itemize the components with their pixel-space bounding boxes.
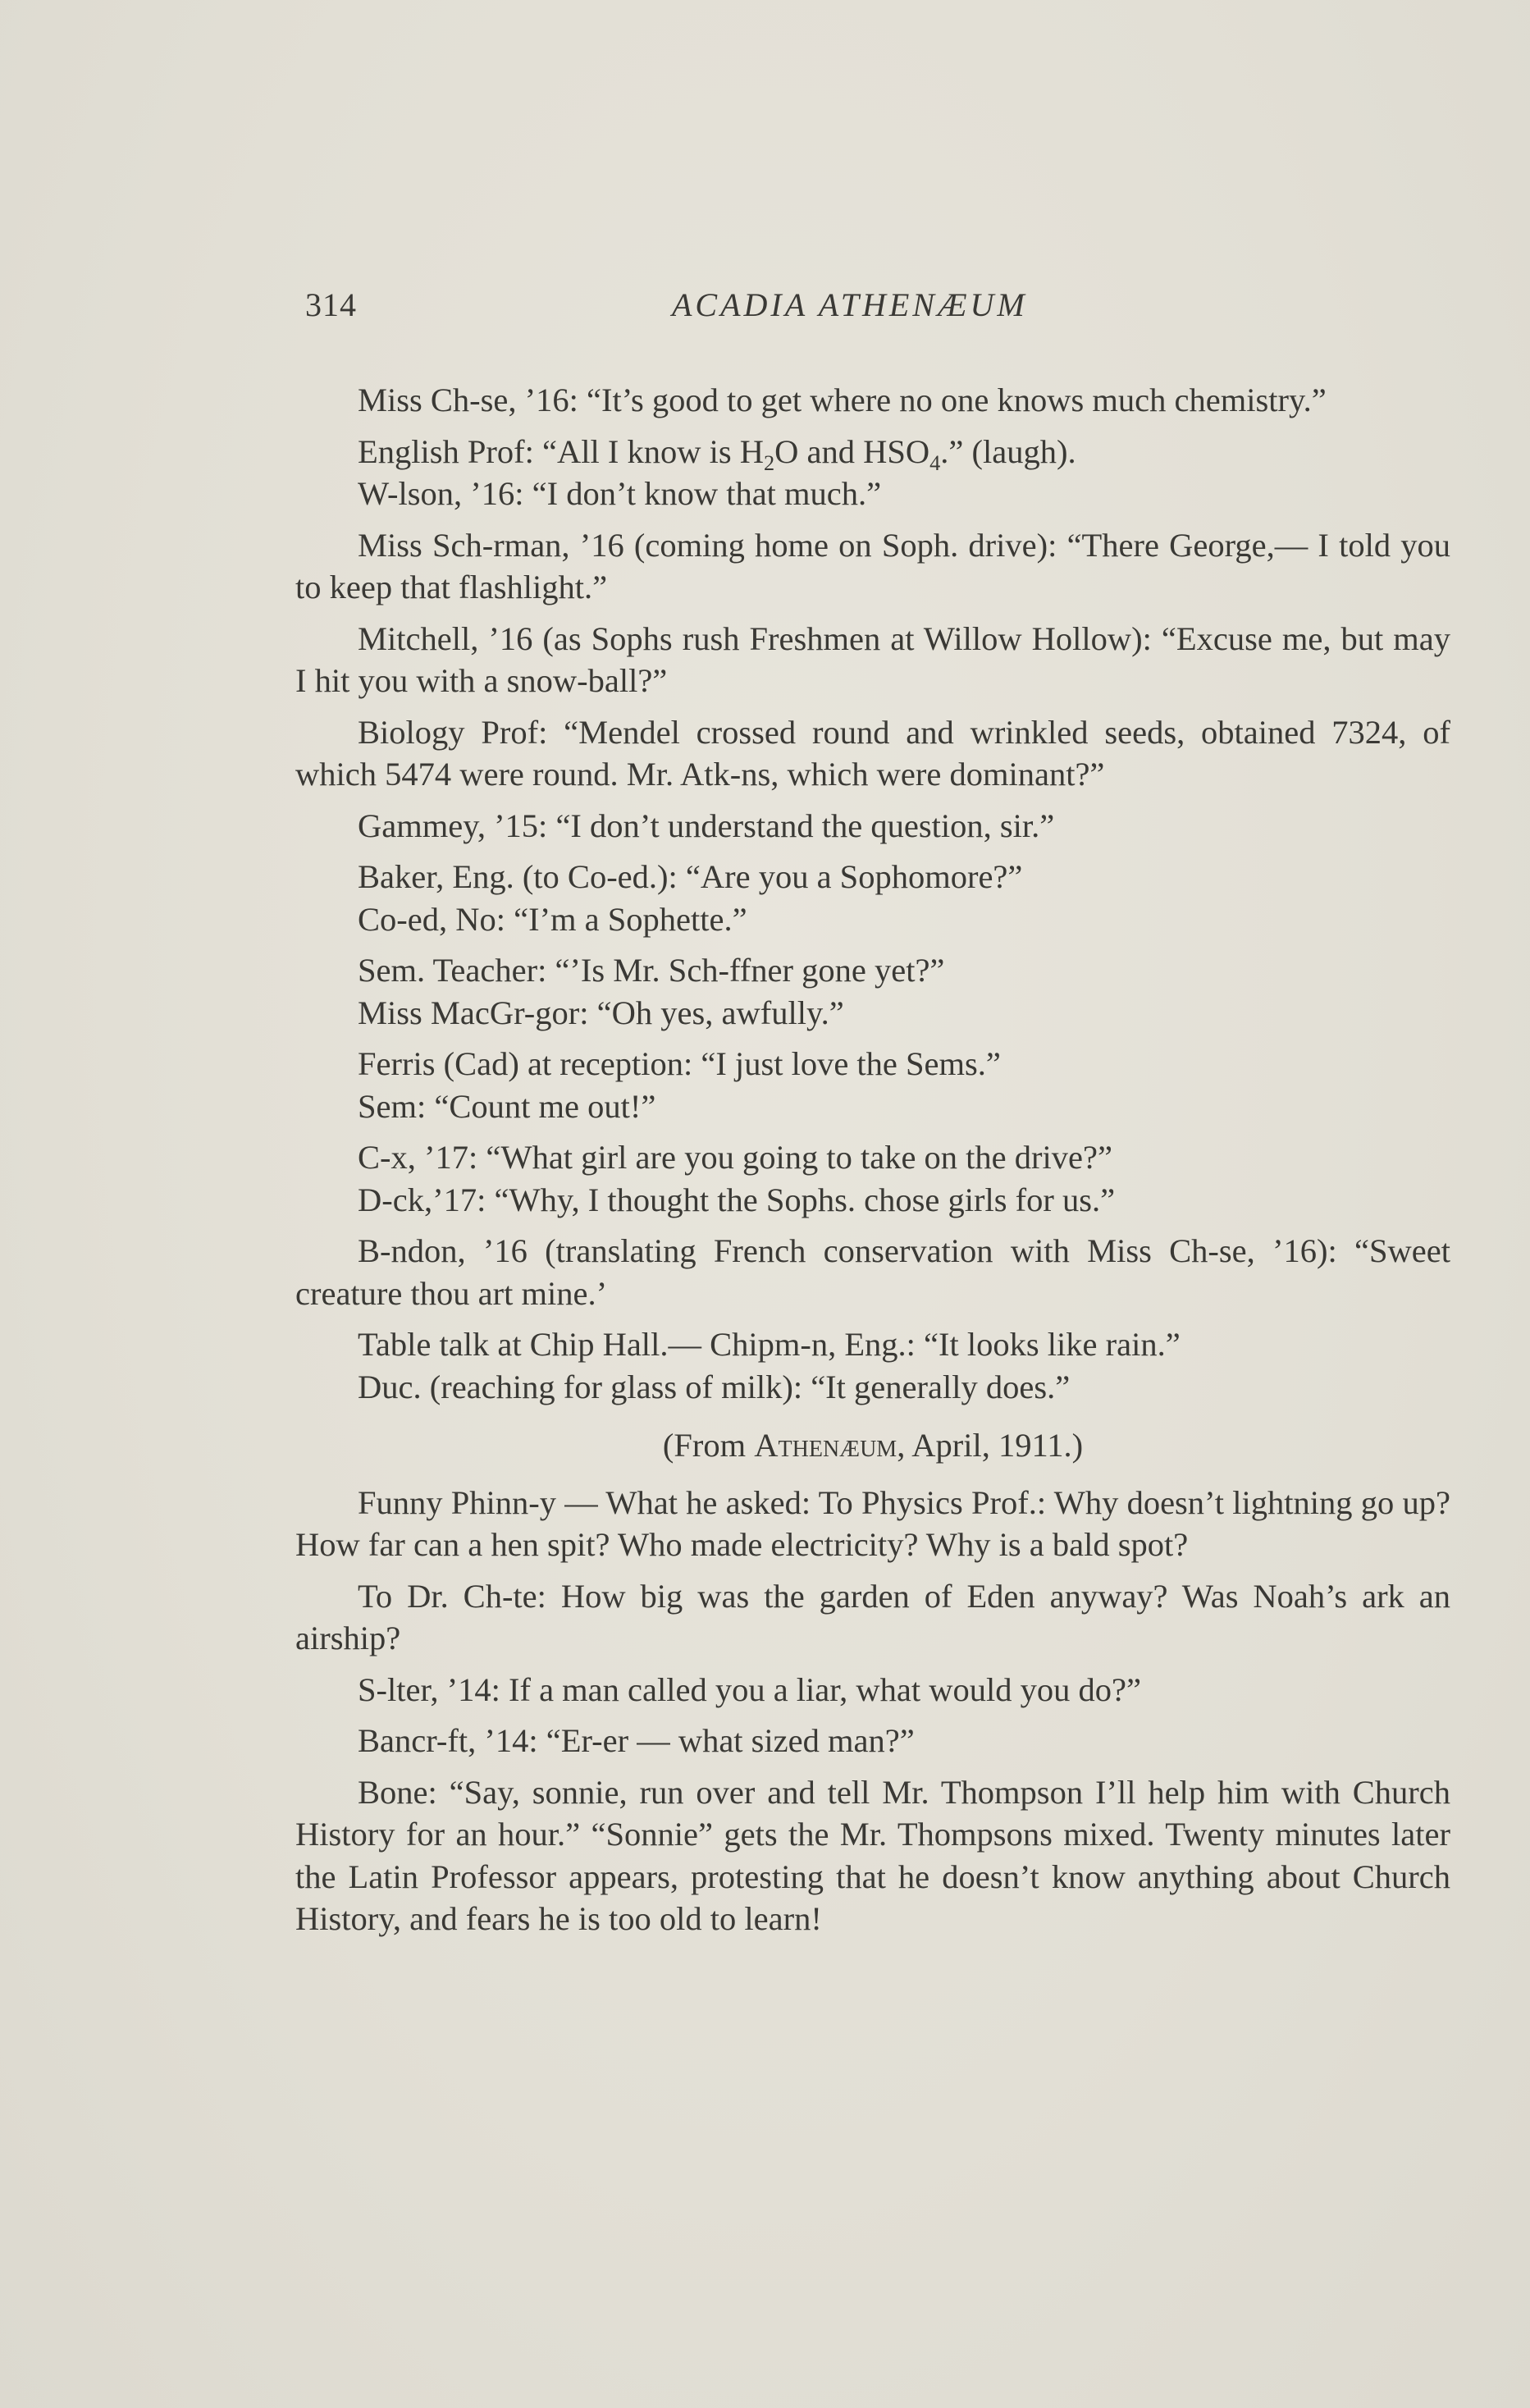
quote-paragraph: S-lter, ’14: If a man called you a liar, what would you do?” <box>358 1670 1141 1708</box>
quote-paragraph: D-ck,’17: “Why, I thought the Sophs. chose girls for us.” <box>358 1181 1116 1218</box>
quote-paragraph: Gammey, ’15: “I don’t understand the question, sir.” <box>358 806 1055 844</box>
quote-paragraph: B-ndon, ’16 (translating French conservation with Miss Ch-se, ’16): “Sweet creature thou art mine.’ <box>295 1232 1450 1312</box>
source-note: (From Athenæum, April, 1911.) <box>662 1427 1084 1464</box>
quote-paragraph: English Prof: “All I know is $H_2O$ and $HSO_4$.” (laugh). <box>358 432 1076 475</box>
quote-paragraph: Funny Phinn-y — What he asked: To Physics Prof.: Why doesn’t lightning go up? How far can a hen spit? Who made electricity? Why is a bald spot? <box>295 1483 1450 1563</box>
quote-paragraph: Sem: “Count me out!” <box>358 1087 656 1125</box>
quote-paragraph: Table talk at Chip Hall.— Chipm-n, Eng.: “It looks like rain.” <box>358 1326 1181 1363</box>
quote-paragraph: Miss Ch-se, ’16: “It’s good to get where no one knows much chemistry.” <box>358 382 1327 418</box>
quote-paragraph: To Dr. Ch-te: How big was the garden of Eden anyway? Was Noah’s ark an airship? <box>295 1577 1450 1656</box>
running-head <box>305 286 1454 335</box>
quote-paragraph: Bone: “Say, sonnie, run over and tell Mr. Thompson I’ll help him with Church History for an hour.” “Sonnie” gets the Mr. Thompsons mixed. Twenty minutes later the Latin Professor appears, protesting that he doesn’t know anything about Church History, and fears he is too old to learn! <box>295 1773 1450 1937</box>
quote-paragraph: Duc. (reaching for glass of milk): “It generally does.” <box>358 1368 1071 1405</box>
quote-paragraph: W-lson, ’16: “I don’t know that much.” <box>358 475 882 512</box>
page-number: 314 <box>305 286 357 323</box>
quote-paragraph: C-x, ’17: “What girl are you going to take on the drive?” <box>358 1139 1112 1176</box>
quote-paragraph: Miss Sch-rman, ’16 (coming home on Soph. drive): “There George,— I told you to keep that flashlight.” <box>295 526 1450 605</box>
page-body <box>295 379 1450 1949</box>
journal-title: ACADIA ATHENÆUM <box>672 286 1028 323</box>
quote-paragraph: Mitchell, ’16 (as Sophs rush Freshmen at Willow Hollow): “Excuse me, but may I hit you with a snow-ball?” <box>295 619 1450 699</box>
quote-paragraph: Ferris (Cad) at reception: “I just love the Sems.” <box>358 1045 1001 1082</box>
quote-paragraph: Miss MacGr-gor: “Oh yes, awfully.” <box>358 994 844 1031</box>
quote-paragraph: Co-ed, No: “I’m a Sophette.” <box>358 900 747 938</box>
quote-paragraph: Sem. Teacher: “’Is Mr. Sch-ffner gone yet?” <box>358 952 945 989</box>
quote-paragraph: Biology Prof: “Mendel crossed round and wrinkled seeds, obtained 7324, of which 5474 were round. Mr. Atk-ns, which were dominant?” <box>295 713 1450 793</box>
quote-paragraph: Bancr-ft, ’14: “Er-er — what sized man?” <box>358 1722 915 1759</box>
quote-paragraph: Baker, Eng. (to Co-ed.): “Are you a Sophomore?” <box>358 858 1023 895</box>
